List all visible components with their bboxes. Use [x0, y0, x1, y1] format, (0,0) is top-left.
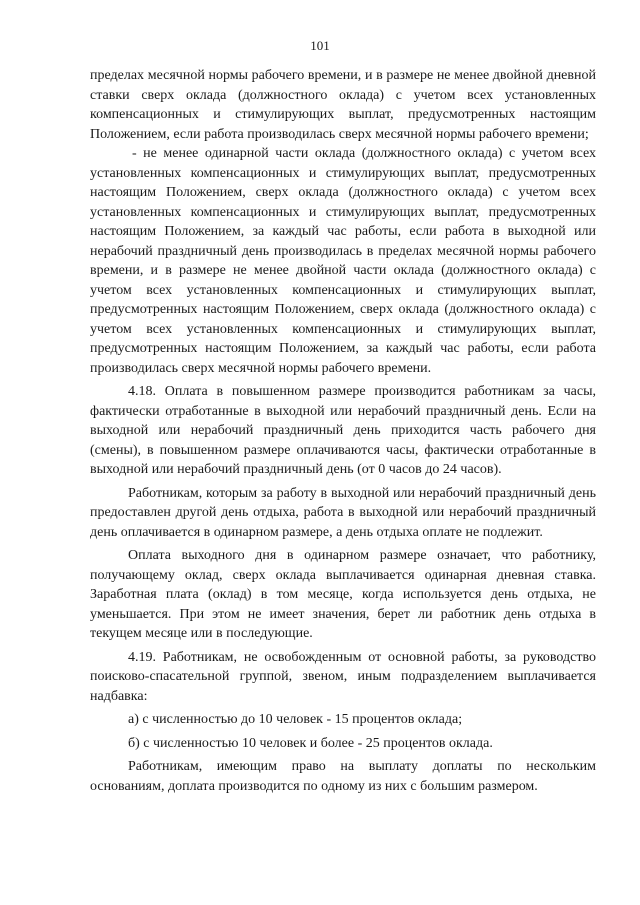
paragraph-multiple-grounds: Работникам, имеющим право на выплату доплаты по нескольким основаниям, доплата производится по одному из них с большим размером. [90, 759, 596, 794]
paragraph-continuation: пределах месячной нормы рабочего времени, и в размере не менее двойной дневной ставки сверх оклада (должностного оклада) с учетом всех установленных компенсационных и стимулирующих выплат, предусмотренных настоящим Положением, если работа производилась сверх месячной нормы рабочего времени; [90, 68, 596, 142]
list-item-a: а) с численностью до 10 человек - 15 процентов оклада; [128, 712, 463, 727]
paragraph-single-rate-payment: Оплата выходного дня в одинарном размере означает, что работнику, получающему оклад, сверх оклада выплачивается одинарная дневная ставка. Заработная плата (оклад) в том месяце, когда используется день отдыха, не уменьшается. При этом не имеет значения, берет ли работник день отдыха в текущем месяце или в последующие. [90, 548, 596, 641]
paragraph-4-18: 4.18. Оплата в повышенном размере производится работникам за часы, фактически отработанные в выходной или нерабочий праздничный день. Если на выходной или нерабочий праздничный день приходится часть рабочего дня (смены), в повышенном размере оплачиваются часы, фактически отработанные в выходной или нерабочий праздничный день (от 0 часов до 24 часов). [90, 384, 596, 477]
page-number: 101 [310, 38, 330, 53]
document-body [90, 66, 596, 796]
list-item-b: б) с численностью 10 человек и более - 25 процентов оклада. [128, 735, 493, 751]
paragraph-4-19: 4.19. Работникам, не освобожденным от основной работы, за руководство поисково-спасательной группой, звеном, иным подразделением выплачивается надбавка: [90, 649, 596, 704]
paragraph-day-off-compensation: Работникам, которым за работу в выходной или нерабочий праздничный день предоставлен другой день отдыха, работа в выходной или нерабочий праздничный день оплачивается в одинарном размере, а день отдыха оплате не подлежит. [90, 485, 596, 540]
paragraph-dash-item: - не менее одинарной части оклада (должностного оклада) с учетом всех установленных компенсационных и стимулирующих выплат, предусмотренных настоящим Положением, сверх оклада (должностного оклада) с учетом всех установленных компенсационных и стимулирующих выплат, предусмотренных настоящим Положением, за каждый час работы, если работа в выходной или нерабочий праздничный день производилась в пределах месячной нормы рабочего времени, и в размере не менее двойной части оклада (должностного оклада) с учетом всех установленных компенсационных и стимулирующих выплат, предусмотренных настоящим Положением, сверх оклада (должностного оклада) с учетом всех установленных компенсационных и стимулирующих выплат, предусмотренных настоящим Положением, за каждый час работы, если работа производилась сверх месячной нормы рабочего времени. [90, 146, 596, 376]
